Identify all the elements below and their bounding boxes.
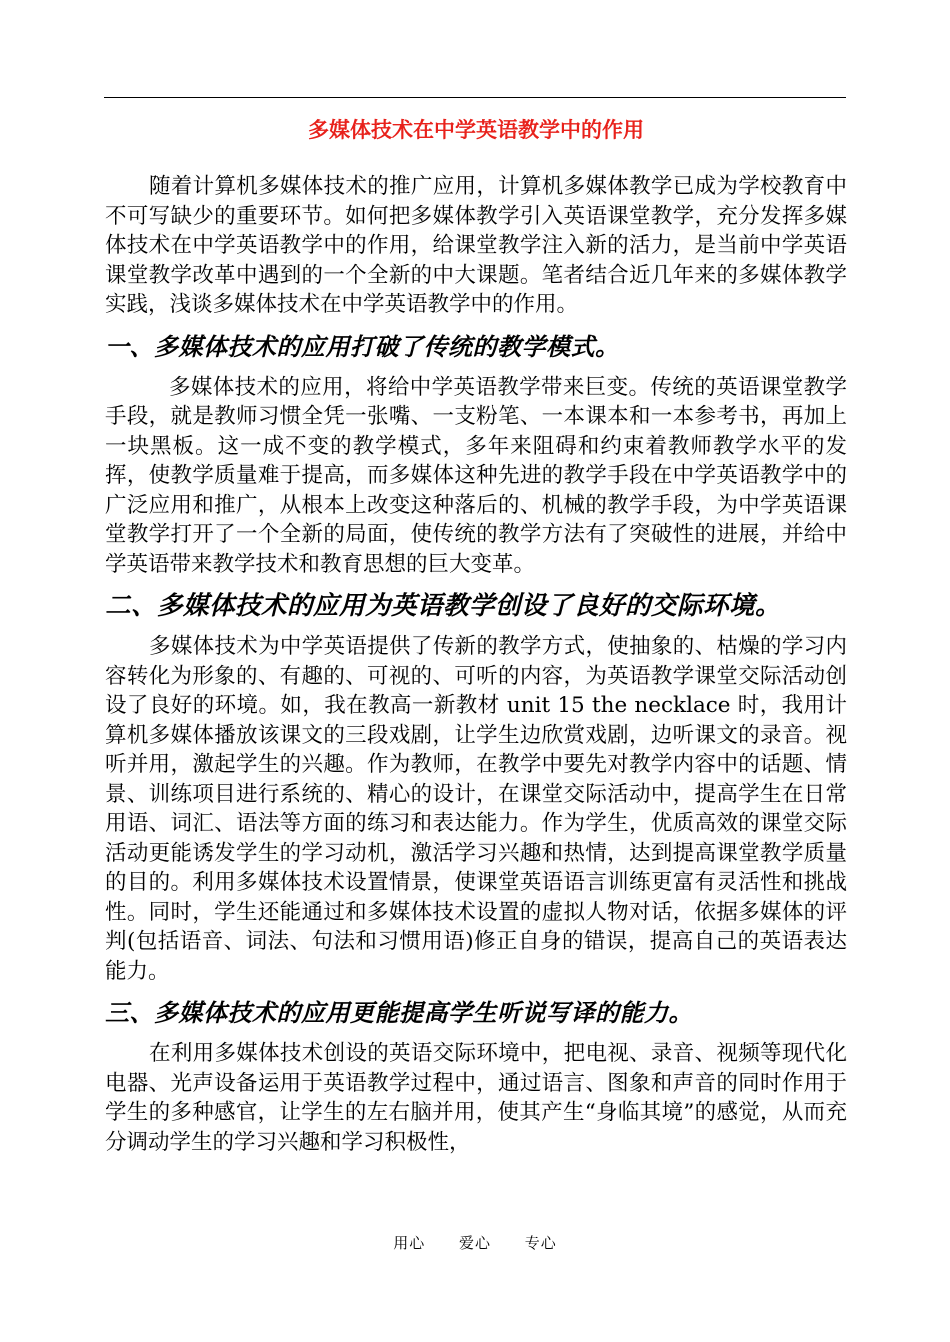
document-body — [105, 112, 847, 1157]
footer-item: 专心 — [524, 1234, 557, 1252]
document-title: 多媒体技术在中学英语教学中的作用 — [308, 117, 644, 142]
section-1-heading: 一、多媒体技术的应用打破了传统的教学模式。 — [105, 331, 620, 361]
section-3-heading: 三、多媒体技术的应用更能提高学生听说写译的能力。 — [105, 998, 693, 1027]
section-2-heading: 二、多媒体技术的应用为英语教学创设了良好的交际环境。 — [105, 591, 782, 621]
intro-paragraph: 随着计算机多媒体技术的推广应用，计算机多媒体教学已成为学校教育中不可写缺少的重要环节。如何把多媒体教学引入英语课堂教学，充分发挥多媒体技术在中学英语教学中的作用，给课堂教学注入新的活力，是当前中学英语课堂教学改革中遇到的一个全新的中大课题。笔者结合近几年来的多媒体教学实践，浅谈多媒体技术在中学英语教学中的作用。 — [105, 174, 847, 317]
footer-item: 爱心 — [458, 1234, 491, 1252]
header-rule — [104, 97, 846, 98]
footer-item: 用心 — [393, 1234, 426, 1252]
section-1-body: 多媒体技术的应用，将给中学英语教学带来巨变。传统的英语课堂教学手段，就是教师习惯全凭一张嘴、一支粉笔、一本课本和一本参考书，再加上一块黑板。这一成不变的教学模式，多年来阻碍和约束着教师教学水平的发挥，使教学质量难于提高，而多媒体这种先进的教学手段在中学英语教学中的广泛应用和推广，从根本上改变这种落后的、机械的教学手段，为中学英语课堂教学打开了一个全新的局面，使传统的教学方法有了突破性的进展，并给中学英语带来教学技术和教育思想的巨大变革。 — [105, 374, 847, 577]
page-footer — [0, 1232, 950, 1253]
section-2-body: 多媒体技术为中学英语提供了传新的教学方式，使抽象的、枯燥的学习内容转化为形象的、有趣的、可视的、可听的内容，为英语教学课堂交际活动创设了良好的环境。如，我在教高一新教材 unit 15 the necklace 时，我用计算机多媒体播放该课文的三段戏剧，让学生边欣赏戏剧，边听课文的录音。视听并用，激起学生的兴趣。作为教师，在教学中要先对教学内容中的话题、情景、训练项目进行系统的、精心的设计，在课堂交际活动中，提高学生在日常用语、词汇、语法等方面的练习和表达能力。作为学生，优质高效的课堂交际活动更能诱发学生的学习动机，激活学习兴趣和热情，达到提高课堂教学质量的目的。利用多媒体技术设置情景，使课堂英语语言训练更富有灵活性和挑战性。同时，学生还能通过和多媒体技术设置的虚拟人物对话，依据多媒体的评判(包括语音、词法、句法和习惯用语)修正自身的错误，提高自己的英语表达能力。 — [105, 634, 847, 984]
section-3-body: 在利用多媒体技术创设的英语交际环境中，把电视、录音、视频等现代化电器、光声设备运用于英语教学过程中，通过语言、图象和声音的同时作用于学生的多种感官，让学生的左右脑并用，使其产生“身临其境”的感觉，从而充分调动学生的学习兴趣和学习积极性， — [105, 1041, 847, 1155]
